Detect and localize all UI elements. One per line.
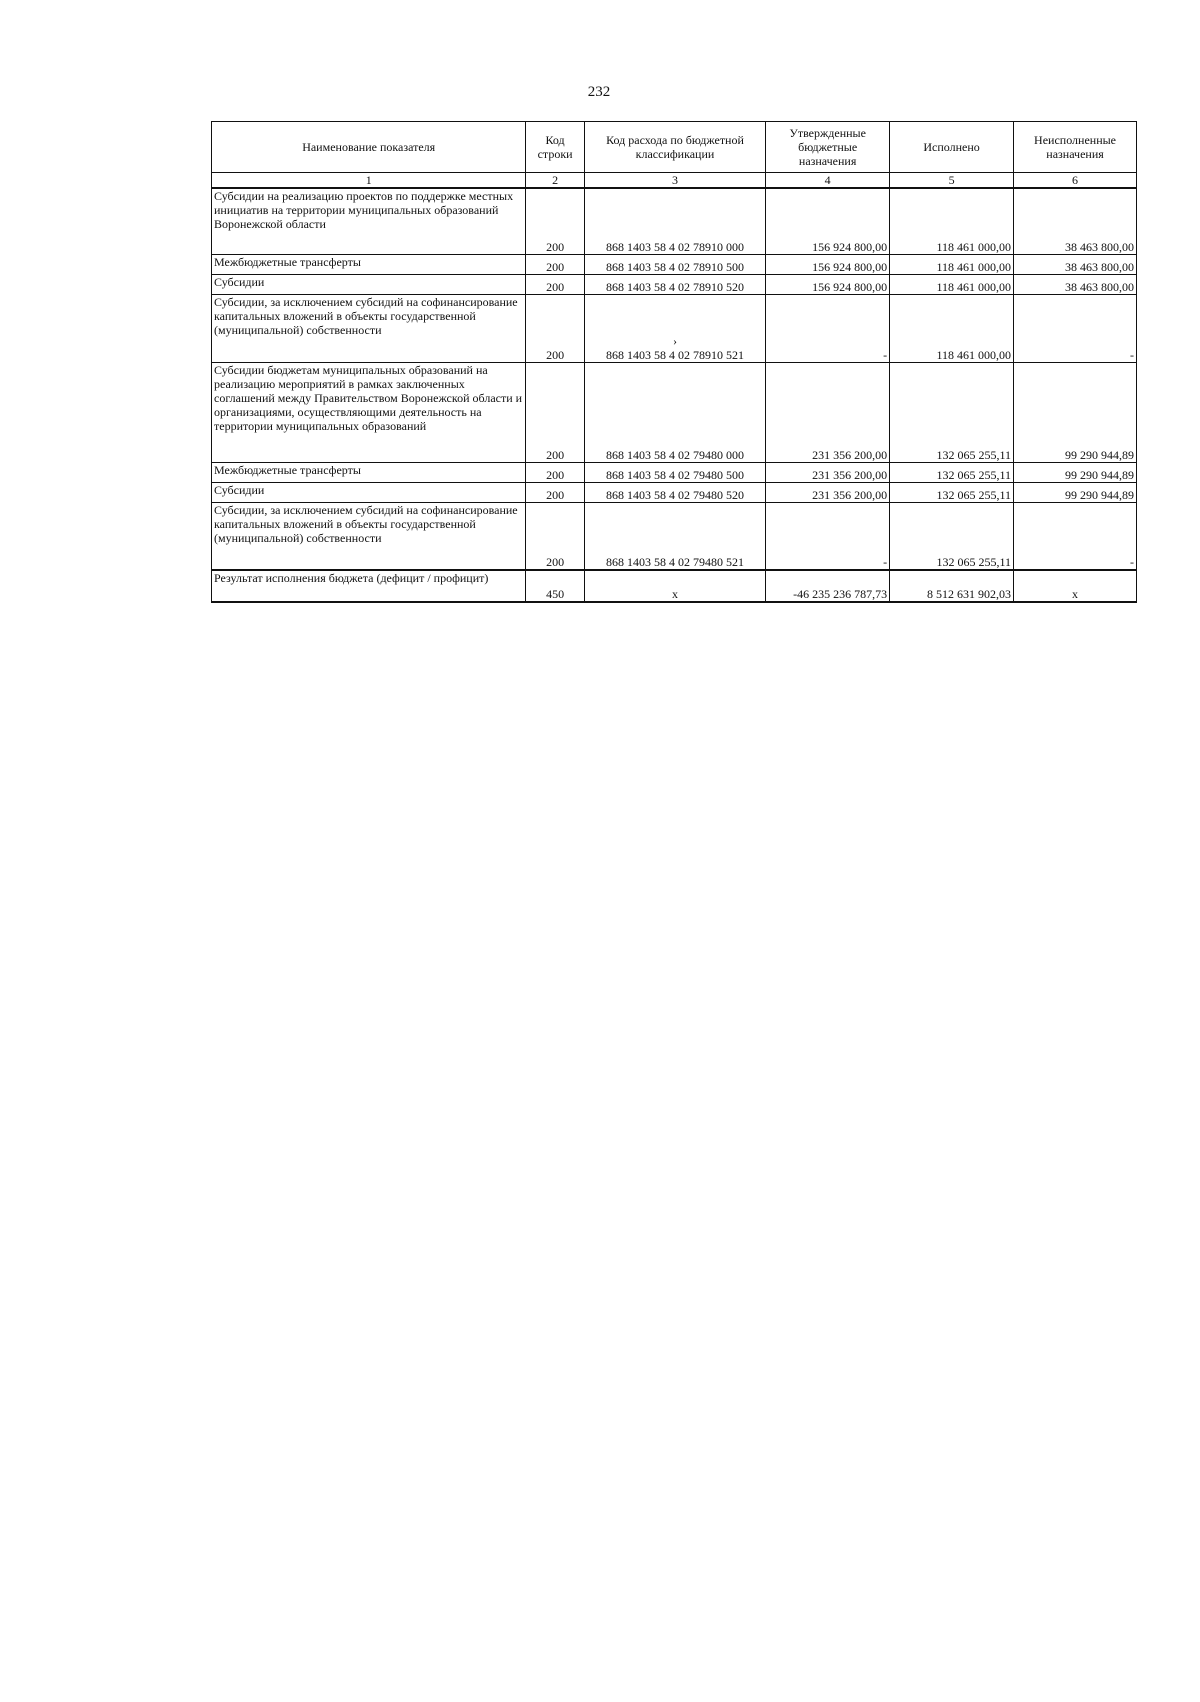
row-name: Субсидии бюджетам муниципальных образований на реализацию мероприятий в рамках заключенных соглашений между Правительством Воронежской области и организациями, осуществляющими деятельность на территории муниципальных образований bbox=[212, 362, 526, 462]
row-unexecuted: - bbox=[1014, 502, 1137, 570]
result-approved: -46 235 236 787,73 bbox=[766, 570, 890, 602]
row-line-code: 200 bbox=[526, 294, 584, 362]
header-unexecuted: Неисполненные назначения bbox=[1014, 122, 1137, 173]
table-row bbox=[212, 294, 1137, 362]
budget-execution-table bbox=[211, 121, 1137, 603]
page-number: 232 bbox=[587, 84, 611, 100]
row-budget-code: 868 1403 58 4 02 78910 000 bbox=[584, 188, 765, 254]
row-name: Межбюджетные трансферты bbox=[212, 462, 526, 482]
row-unexecuted: 38 463 800,00 bbox=[1014, 274, 1137, 294]
row-line-code: 200 bbox=[526, 462, 584, 482]
column-number: 3 bbox=[584, 173, 765, 189]
row-unexecuted: - bbox=[1014, 294, 1137, 362]
table-row bbox=[212, 482, 1137, 502]
table-row bbox=[212, 274, 1137, 294]
row-unexecuted: 99 290 944,89 bbox=[1014, 462, 1137, 482]
row-approved: 156 924 800,00 bbox=[766, 188, 890, 254]
row-budget-code: 868 1403 58 4 02 79480 500 bbox=[584, 462, 765, 482]
result-budget-code: x bbox=[584, 570, 765, 602]
row-executed: 118 461 000,00 bbox=[890, 274, 1014, 294]
row-line-code: 200 bbox=[526, 274, 584, 294]
row-approved: 231 356 200,00 bbox=[766, 482, 890, 502]
row-budget-code: 868 1403 58 4 02 78910 500 bbox=[584, 254, 765, 274]
column-number-row bbox=[212, 173, 1137, 189]
row-executed: 132 065 255,11 bbox=[890, 502, 1014, 570]
row-unexecuted: 38 463 800,00 bbox=[1014, 254, 1137, 274]
row-budget-code: 868 1403 58 4 02 78910 521 bbox=[605, 347, 744, 362]
row-executed: 118 461 000,00 bbox=[890, 254, 1014, 274]
column-number: 4 bbox=[766, 173, 890, 189]
table-row bbox=[212, 188, 1137, 254]
result-executed: 8 512 631 902,03 bbox=[890, 570, 1014, 602]
row-budget-code: 868 1403 58 4 02 78910 520 bbox=[584, 274, 765, 294]
row-line-code: 200 bbox=[526, 502, 584, 570]
row-name: Субсидии на реализацию проектов по поддержке местных инициатив на территории муниципальных образований Воронежской области bbox=[212, 188, 526, 254]
table-row bbox=[212, 254, 1137, 274]
row-line-code: 200 bbox=[526, 362, 584, 462]
result-name: Результат исполнения бюджета (дефицит / профицит) bbox=[212, 570, 526, 602]
row-executed: 132 065 255,11 bbox=[890, 362, 1014, 462]
row-approved: - bbox=[766, 294, 890, 362]
row-line-code: 200 bbox=[526, 188, 584, 254]
column-number: 6 bbox=[1014, 173, 1137, 189]
row-name: Межбюджетные трансферты bbox=[212, 254, 526, 274]
row-executed: 132 065 255,11 bbox=[890, 482, 1014, 502]
row-unexecuted: 99 290 944,89 bbox=[1014, 362, 1137, 462]
row-unexecuted: 99 290 944,89 bbox=[1014, 482, 1137, 502]
table-row bbox=[212, 462, 1137, 482]
header-name: Наименование показателя bbox=[212, 122, 526, 173]
row-executed: 132 065 255,11 bbox=[890, 462, 1014, 482]
row-approved: 156 924 800,00 bbox=[766, 274, 890, 294]
row-executed: 118 461 000,00 bbox=[890, 188, 1014, 254]
header-line-code: Код строки bbox=[526, 122, 584, 173]
row-line-code: 200 bbox=[526, 482, 584, 502]
column-number: 5 bbox=[890, 173, 1014, 189]
budget-code-mark: › bbox=[672, 333, 677, 348]
row-unexecuted: 38 463 800,00 bbox=[1014, 188, 1137, 254]
row-budget-code: 868 1403 58 4 02 79480 521 bbox=[584, 502, 765, 570]
header-row bbox=[212, 122, 1137, 173]
row-line-code: 200 bbox=[526, 254, 584, 274]
row-approved: 231 356 200,00 bbox=[766, 362, 890, 462]
header-budget-code: Код расхода по бюджетной классификации bbox=[584, 122, 765, 173]
row-name: Субсидии, за исключением субсидий на софинансирование капитальных вложений в объекты государственной (муниципальной) собственности bbox=[212, 502, 526, 570]
result-line-code: 450 bbox=[526, 570, 584, 602]
row-name: Субсидии, за исключением субсидий на софинансирование капитальных вложений в объекты государственной (муниципальной) собственности bbox=[212, 294, 526, 362]
column-number: 2 bbox=[526, 173, 584, 189]
row-budget-code: 868 1403 58 4 02 79480 000 bbox=[584, 362, 765, 462]
header-approved: Утвержденные бюджетные назначения bbox=[766, 122, 890, 173]
table-row bbox=[212, 362, 1137, 462]
row-approved: 231 356 200,00 bbox=[766, 462, 890, 482]
row-executed: 118 461 000,00 bbox=[890, 294, 1014, 362]
row-budget-code-cell bbox=[584, 294, 765, 362]
row-name: Субсидии bbox=[212, 482, 526, 502]
header-executed: Исполнено bbox=[890, 122, 1014, 173]
row-approved: 156 924 800,00 bbox=[766, 254, 890, 274]
result-row bbox=[212, 570, 1137, 602]
row-approved: - bbox=[766, 502, 890, 570]
row-name: Субсидии bbox=[212, 274, 526, 294]
row-budget-code: 868 1403 58 4 02 79480 520 bbox=[584, 482, 765, 502]
column-number: 1 bbox=[212, 173, 526, 189]
table-row bbox=[212, 502, 1137, 570]
result-unexecuted: x bbox=[1014, 570, 1137, 602]
